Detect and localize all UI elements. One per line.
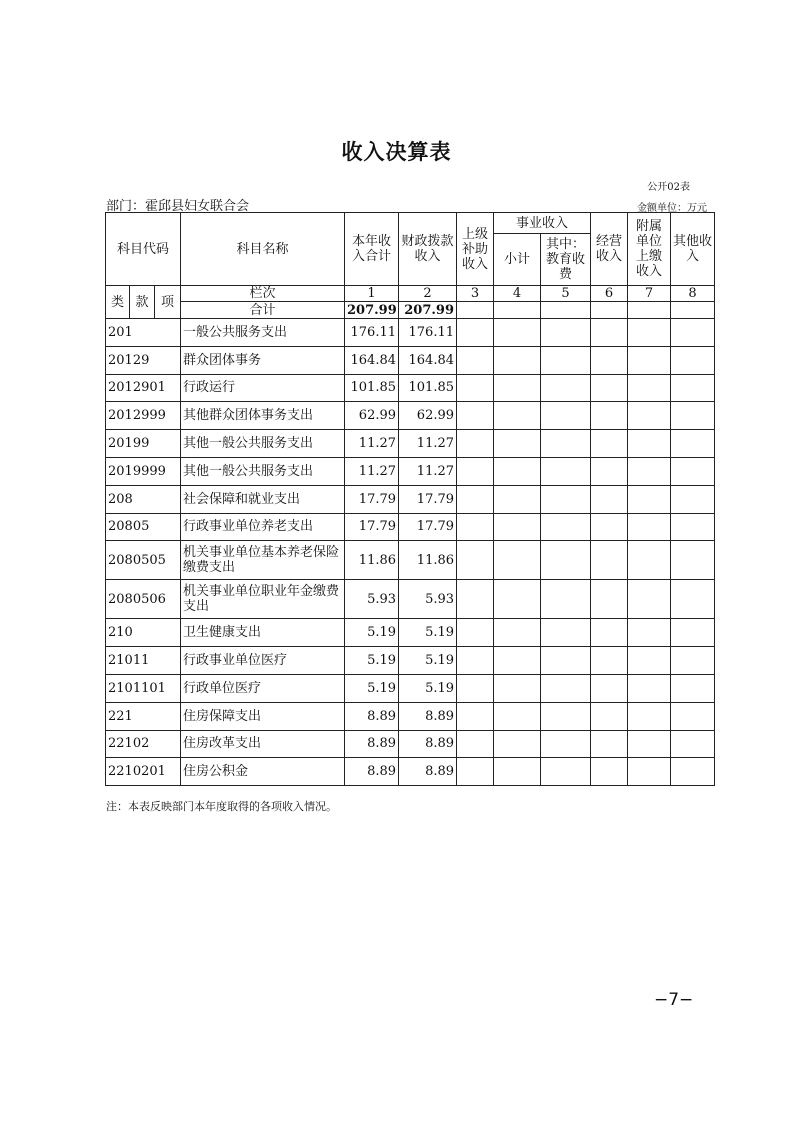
table-row — [106, 647, 715, 675]
subject-name-cell: 一般公共服务支出 — [181, 319, 345, 347]
empty-cell — [541, 580, 591, 619]
total-income-cell: 11.27 — [345, 430, 399, 458]
table-row — [106, 374, 715, 402]
subject-code-cell: 20129 — [106, 346, 181, 374]
subject-name-cell: 行政单位医疗 — [181, 674, 345, 702]
header-code: 科目代码 — [106, 213, 181, 286]
header-name: 科目名称 — [181, 213, 345, 286]
subject-code-cell: 2101101 — [106, 674, 181, 702]
empty-cell — [541, 674, 591, 702]
empty-cell — [628, 430, 671, 458]
header-lei: 类 — [106, 286, 130, 319]
page-number: −7− — [654, 990, 694, 1010]
empty-cell — [541, 647, 591, 675]
amount-unit-label: 金额单位：万元 — [637, 203, 707, 214]
empty-cell — [541, 758, 591, 786]
header-kuan: 款 — [130, 286, 155, 319]
empty-cell — [494, 346, 541, 374]
table-row — [106, 541, 715, 580]
subject-code-cell: 221 — [106, 702, 181, 730]
empty-cell — [591, 619, 628, 647]
subject-code-cell: 22102 — [106, 730, 181, 758]
empty-cell — [494, 302, 541, 319]
subject-name-cell: 住房改革支出 — [181, 730, 345, 758]
page-title: 收入决算表 — [341, 140, 452, 164]
empty-cell — [591, 430, 628, 458]
empty-cell — [591, 485, 628, 513]
header-subtotal: 小计 — [494, 234, 541, 286]
empty-cell — [457, 430, 494, 458]
table-row — [106, 457, 715, 485]
empty-cell — [671, 374, 715, 402]
empty-cell — [457, 319, 494, 347]
empty-cell — [494, 541, 541, 580]
table-row — [106, 485, 715, 513]
col-num: 1 — [345, 286, 399, 302]
subject-code-cell: 2019999 — [106, 457, 181, 485]
form-number: 公开02表 — [647, 182, 690, 193]
empty-cell — [591, 346, 628, 374]
total-income-cell: 5.93 — [345, 580, 399, 619]
empty-cell — [628, 619, 671, 647]
empty-cell — [628, 647, 671, 675]
col-num: 3 — [457, 286, 494, 302]
empty-cell — [628, 319, 671, 347]
empty-cell — [628, 758, 671, 786]
header-affiliated: 附属单位上缴收入 — [628, 213, 671, 286]
empty-cell — [457, 346, 494, 374]
empty-cell — [494, 430, 541, 458]
total-fiscal-cell: 207.99 — [399, 302, 457, 319]
empty-cell — [591, 730, 628, 758]
table-row — [106, 674, 715, 702]
empty-cell — [628, 485, 671, 513]
empty-cell — [671, 513, 715, 541]
empty-cell — [671, 430, 715, 458]
header-row-1 — [106, 213, 715, 234]
empty-cell — [541, 402, 591, 430]
subject-name-cell: 住房公积金 — [181, 758, 345, 786]
empty-cell — [628, 674, 671, 702]
total-income-cell: 164.84 — [345, 346, 399, 374]
empty-cell — [591, 402, 628, 430]
col-num: 6 — [591, 286, 628, 302]
empty-cell — [494, 730, 541, 758]
empty-cell — [457, 674, 494, 702]
empty-cell — [628, 402, 671, 430]
empty-cell — [541, 319, 591, 347]
header-subsidy: 上级补助收入 — [457, 213, 494, 286]
total-income-cell: 8.89 — [345, 702, 399, 730]
subject-code-cell: 20805 — [106, 513, 181, 541]
table-row — [106, 580, 715, 619]
header-fiscal: 财政拨款收入 — [399, 213, 457, 286]
empty-cell — [591, 541, 628, 580]
total-income-cell: 8.89 — [345, 730, 399, 758]
fiscal-income-cell: 5.19 — [399, 647, 457, 675]
subject-code-cell: 210 — [106, 619, 181, 647]
empty-cell — [494, 674, 541, 702]
table-row — [106, 758, 715, 786]
table-row — [106, 402, 715, 430]
empty-cell — [541, 457, 591, 485]
totals-row — [106, 302, 715, 319]
empty-cell — [494, 485, 541, 513]
empty-cell — [457, 374, 494, 402]
empty-cell — [494, 402, 541, 430]
empty-cell — [628, 541, 671, 580]
empty-cell — [541, 513, 591, 541]
empty-cell — [671, 302, 715, 319]
empty-cell — [457, 647, 494, 675]
total-income-cell: 17.79 — [345, 485, 399, 513]
empty-cell — [494, 457, 541, 485]
empty-cell — [541, 374, 591, 402]
table-row — [106, 319, 715, 347]
subject-code-cell: 2080505 — [106, 541, 181, 580]
header-business: 事业收入 — [494, 213, 591, 234]
empty-cell — [494, 319, 541, 347]
empty-cell — [591, 374, 628, 402]
fiscal-income-cell: 11.86 — [399, 541, 457, 580]
header-lanci: 栏次 — [181, 286, 345, 302]
empty-cell — [457, 541, 494, 580]
fiscal-income-cell: 11.27 — [399, 457, 457, 485]
empty-cell — [591, 674, 628, 702]
subject-name-cell: 卫生健康支出 — [181, 619, 345, 647]
empty-cell — [541, 485, 591, 513]
fiscal-income-cell: 11.27 — [399, 430, 457, 458]
empty-cell — [591, 647, 628, 675]
total-income-cell: 176.11 — [345, 319, 399, 347]
empty-cell — [591, 302, 628, 319]
fiscal-income-cell: 8.89 — [399, 758, 457, 786]
empty-cell — [457, 730, 494, 758]
empty-cell — [628, 730, 671, 758]
empty-cell — [591, 580, 628, 619]
fiscal-income-cell: 17.79 — [399, 485, 457, 513]
empty-cell — [494, 374, 541, 402]
empty-cell — [494, 580, 541, 619]
total-income-cell: 62.99 — [345, 402, 399, 430]
empty-cell — [541, 702, 591, 730]
income-final-accounts-table — [105, 212, 715, 786]
empty-cell — [671, 702, 715, 730]
empty-cell — [457, 402, 494, 430]
fiscal-income-cell: 5.19 — [399, 619, 457, 647]
fiscal-income-cell: 164.84 — [399, 346, 457, 374]
empty-cell — [541, 730, 591, 758]
empty-cell — [628, 513, 671, 541]
empty-cell — [591, 319, 628, 347]
total-income-cell: 5.19 — [345, 674, 399, 702]
empty-cell — [457, 702, 494, 730]
empty-cell — [591, 702, 628, 730]
total-income-cell: 207.99 — [345, 302, 399, 319]
col-num: 2 — [399, 286, 457, 302]
empty-cell — [628, 580, 671, 619]
col-num: 4 — [494, 286, 541, 302]
subject-code-cell: 201 — [106, 319, 181, 347]
empty-cell — [494, 513, 541, 541]
header-edu: 其中：教育收费 — [541, 234, 591, 286]
subject-code-cell: 2210201 — [106, 758, 181, 786]
empty-cell — [628, 457, 671, 485]
empty-cell — [671, 580, 715, 619]
total-income-cell: 11.27 — [345, 457, 399, 485]
empty-cell — [541, 430, 591, 458]
fiscal-income-cell: 8.89 — [399, 702, 457, 730]
subject-name-cell: 住房保障支出 — [181, 702, 345, 730]
empty-cell — [591, 758, 628, 786]
empty-cell — [494, 619, 541, 647]
header-operating: 经营收入 — [591, 213, 628, 286]
table-row — [106, 702, 715, 730]
table-row — [106, 346, 715, 374]
subject-name-cell: 其他一般公共服务支出 — [181, 457, 345, 485]
fiscal-income-cell: 5.93 — [399, 580, 457, 619]
col-num: 8 — [671, 286, 715, 302]
subject-code-cell: 208 — [106, 485, 181, 513]
empty-cell — [494, 647, 541, 675]
table-note: 注：本表反映部门本年度取得的各项收入情况。 — [106, 800, 337, 813]
total-income-cell: 11.86 — [345, 541, 399, 580]
table-row — [106, 513, 715, 541]
empty-cell — [591, 513, 628, 541]
subject-name-cell: 其他一般公共服务支出 — [181, 430, 345, 458]
subject-name-cell: 行政运行 — [181, 374, 345, 402]
empty-cell — [457, 580, 494, 619]
empty-cell — [457, 485, 494, 513]
empty-cell — [628, 302, 671, 319]
department-label: 部门：霍邱县妇女联合会 — [106, 199, 250, 214]
empty-cell — [541, 346, 591, 374]
subject-name-cell: 行政事业单位医疗 — [181, 647, 345, 675]
col-num: 7 — [628, 286, 671, 302]
table-row — [106, 619, 715, 647]
empty-cell — [591, 457, 628, 485]
fiscal-income-cell: 17.79 — [399, 513, 457, 541]
empty-cell — [541, 541, 591, 580]
subject-name-cell: 行政事业单位养老支出 — [181, 513, 345, 541]
total-income-cell: 8.89 — [345, 758, 399, 786]
empty-cell — [671, 674, 715, 702]
empty-cell — [671, 485, 715, 513]
header-total: 本年收入合计 — [345, 213, 399, 286]
subject-name-cell: 社会保障和就业支出 — [181, 485, 345, 513]
total-income-cell: 5.19 — [345, 619, 399, 647]
subject-code-cell: 21011 — [106, 647, 181, 675]
table-row — [106, 430, 715, 458]
empty-cell — [541, 619, 591, 647]
table-row — [106, 730, 715, 758]
fiscal-income-cell: 8.89 — [399, 730, 457, 758]
empty-cell — [494, 702, 541, 730]
empty-cell — [457, 619, 494, 647]
header-xiang: 项 — [155, 286, 181, 319]
fiscal-income-cell: 62.99 — [399, 402, 457, 430]
subject-name-cell: 机关事业单位基本养老保险缴费支出 — [181, 541, 345, 580]
empty-cell — [671, 346, 715, 374]
empty-cell — [671, 457, 715, 485]
subject-code-cell: 2080506 — [106, 580, 181, 619]
empty-cell — [457, 758, 494, 786]
header-heji: 合计 — [181, 302, 345, 319]
empty-cell — [671, 730, 715, 758]
empty-cell — [671, 541, 715, 580]
empty-cell — [457, 457, 494, 485]
empty-cell — [628, 702, 671, 730]
subject-name-cell: 机关事业单位职业年金缴费支出 — [181, 580, 345, 619]
empty-cell — [494, 758, 541, 786]
empty-cell — [671, 647, 715, 675]
total-income-cell: 5.19 — [345, 647, 399, 675]
total-income-cell: 17.79 — [345, 513, 399, 541]
empty-cell — [457, 513, 494, 541]
subject-code-cell: 2012999 — [106, 402, 181, 430]
subject-code-cell: 2012901 — [106, 374, 181, 402]
empty-cell — [671, 619, 715, 647]
empty-cell — [457, 302, 494, 319]
subject-name-cell: 其他群众团体事务支出 — [181, 402, 345, 430]
subject-code-cell: 20199 — [106, 430, 181, 458]
header-other: 其他收入 — [671, 213, 715, 286]
empty-cell — [628, 346, 671, 374]
empty-cell — [671, 402, 715, 430]
col-num: 5 — [541, 286, 591, 302]
fiscal-income-cell: 5.19 — [399, 674, 457, 702]
empty-cell — [671, 758, 715, 786]
empty-cell — [671, 319, 715, 347]
subject-name-cell: 群众团体事务 — [181, 346, 345, 374]
fiscal-income-cell: 101.85 — [399, 374, 457, 402]
empty-cell — [628, 374, 671, 402]
total-income-cell: 101.85 — [345, 374, 399, 402]
column-number-row — [106, 286, 715, 302]
fiscal-income-cell: 176.11 — [399, 319, 457, 347]
empty-cell — [541, 302, 591, 319]
